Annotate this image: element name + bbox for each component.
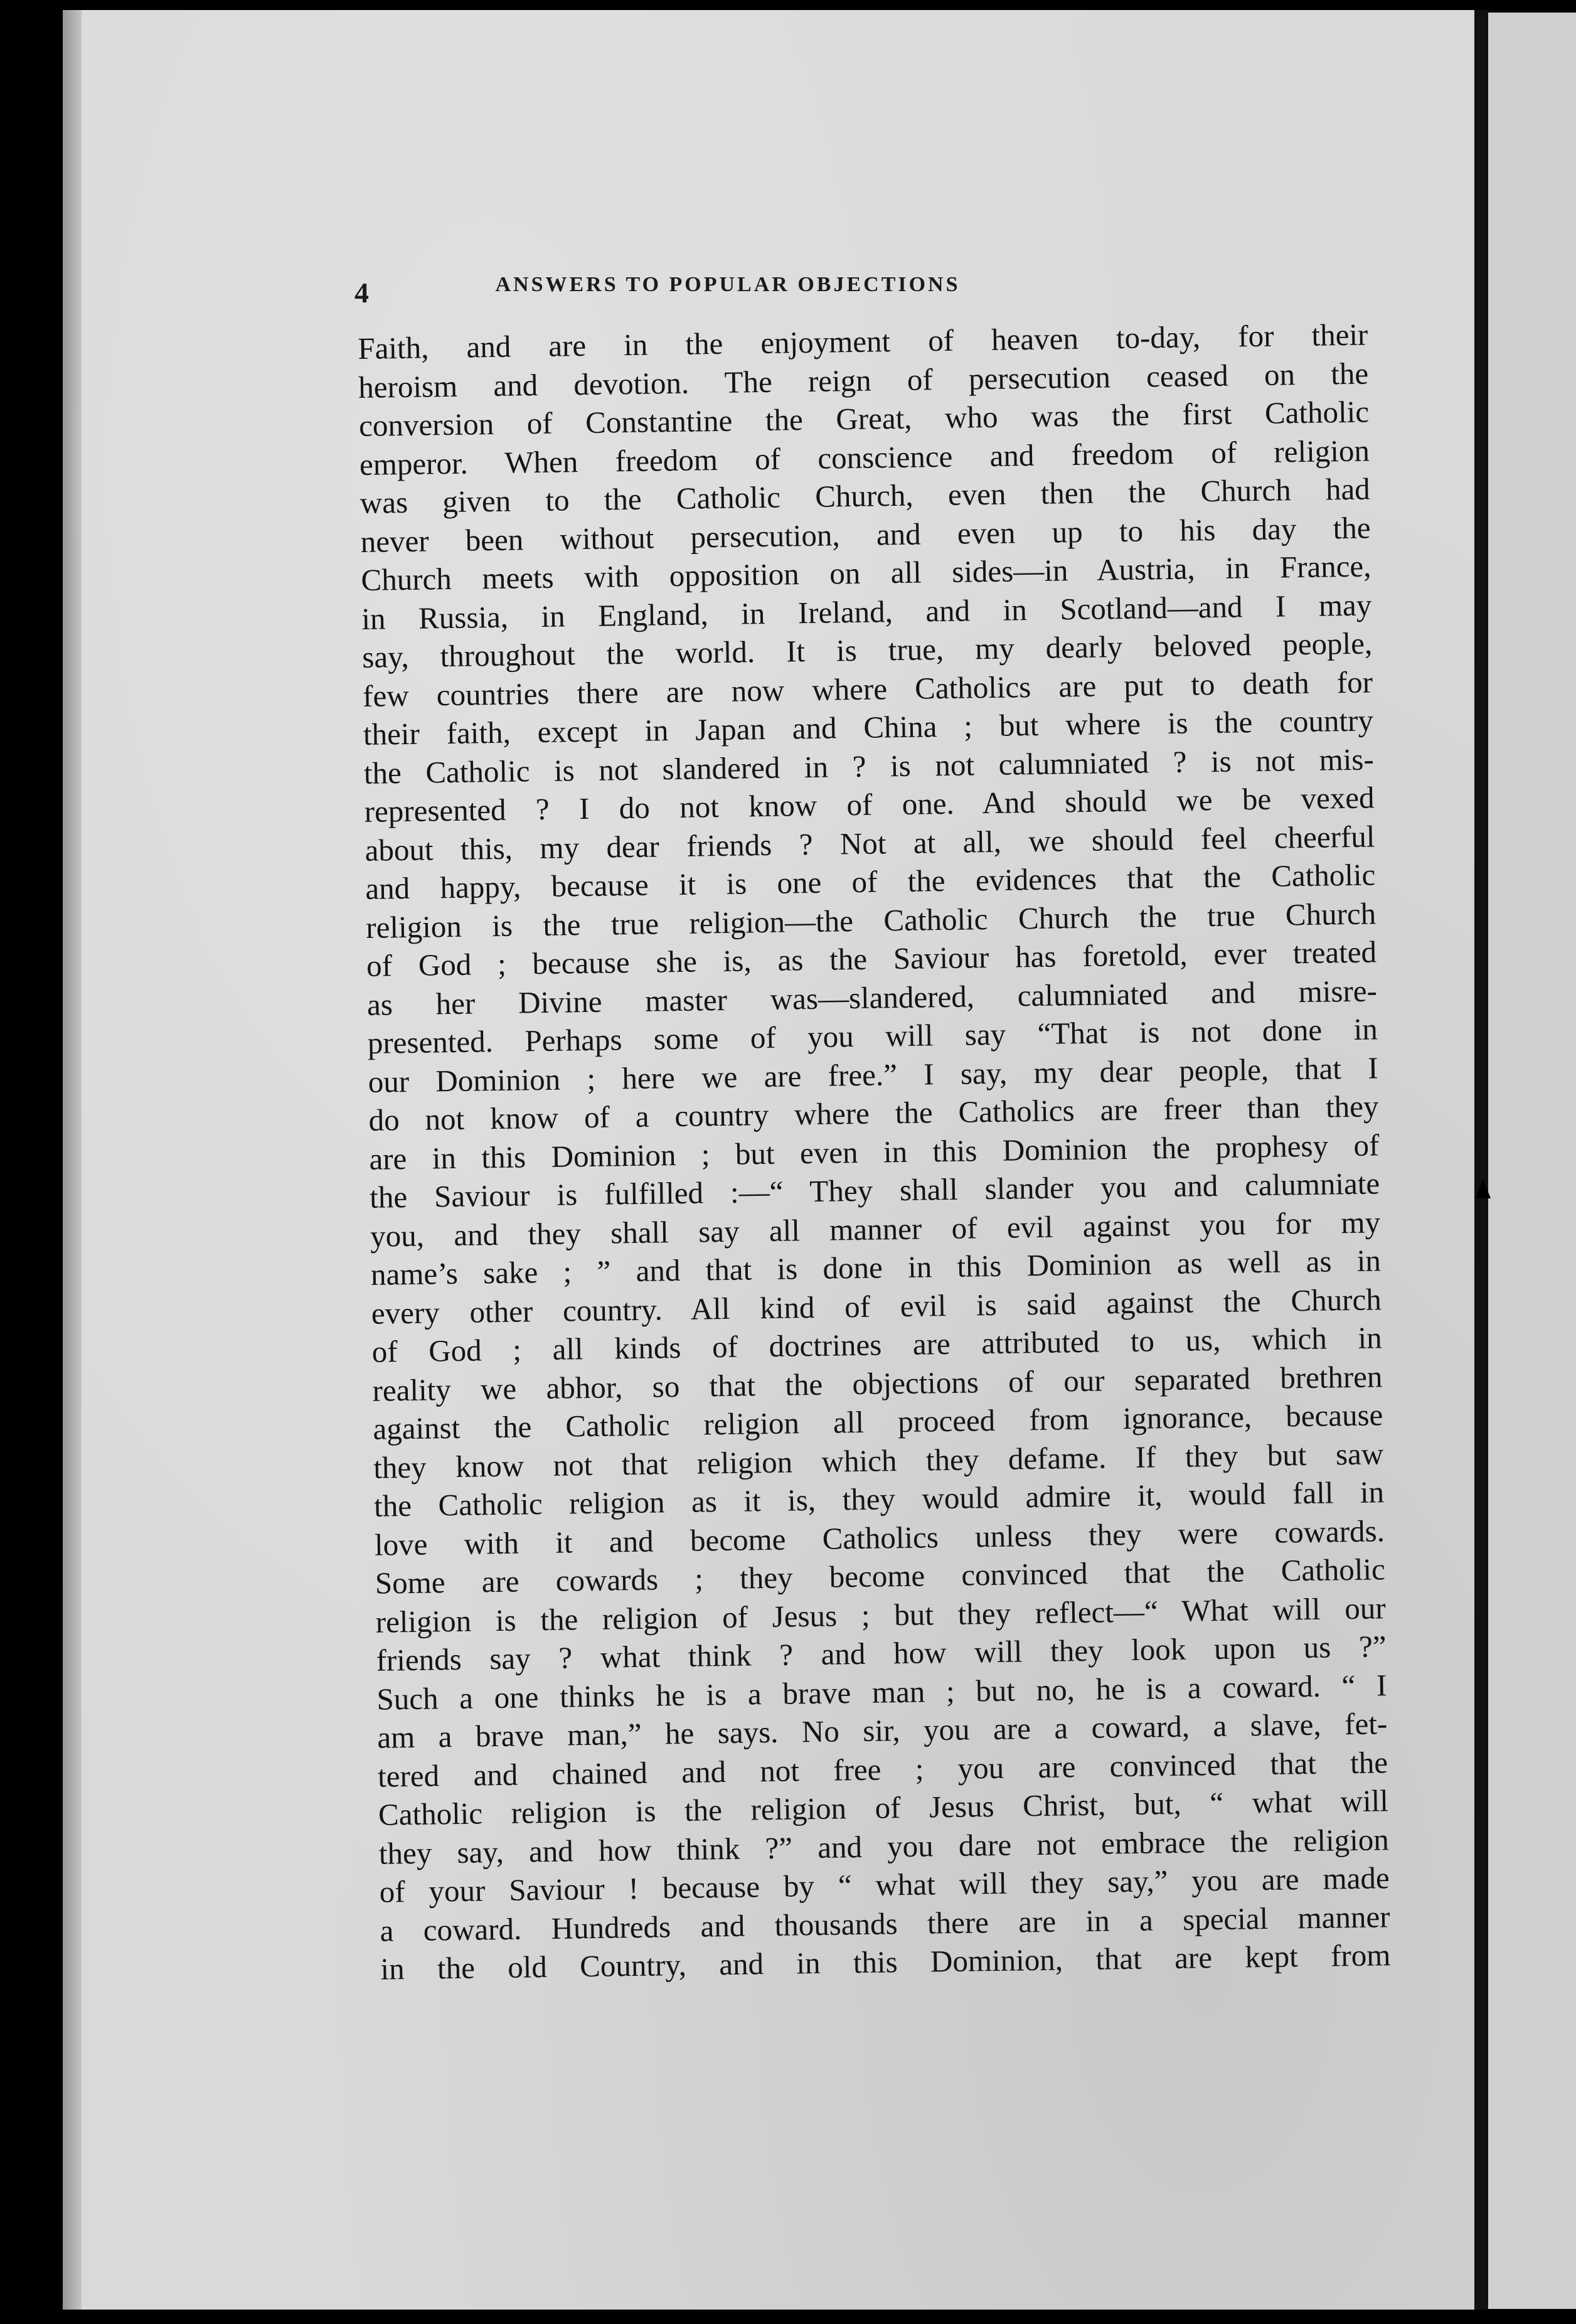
text-line: do not know of a country where the Catholics are freer than they: [368, 1089, 1379, 1138]
text-line: against the Catholic religion all proceed from ignorance, because: [373, 1397, 1383, 1446]
text-line: about this, my dear friends ? Not at all, we should feel cheerful: [365, 818, 1375, 868]
text-line: emperor. When freedom of conscience and freedom of religion: [359, 433, 1370, 482]
text-line: was given to the Catholic Church, even then the Church had: [359, 471, 1371, 520]
text-line: Faith, and are in the enjoyment of heaven to-day, for their: [358, 317, 1368, 366]
text-line: every other country. All kind of evil is said against the Church: [371, 1281, 1382, 1331]
text-line: Catholic religion is the religion of Jesus Christ, but, “ what will: [378, 1783, 1389, 1832]
text-line: the Saviour is fulfilled :—“ They shall slander you and calumniate: [369, 1166, 1380, 1215]
text-line: few countries there are now where Catholics are put to death for: [362, 664, 1373, 713]
text-line: Church meets with opposition on all sides—in Austria, in France,: [361, 548, 1371, 597]
text-line: of your Saviour ! because by “ what will they say,” you are made: [379, 1860, 1390, 1909]
text-line: they know not that religion which they defame. If they but saw: [373, 1436, 1384, 1485]
text-line: are in this Dominion ; but even in this Dominion the prophesy of: [369, 1127, 1380, 1176]
text-line: the Catholic religion as it is, they would admire it, would fall in: [373, 1474, 1385, 1523]
page-edge-mark: [1476, 1180, 1491, 1198]
text-line: and happy, because it is one of the evidences that the Catholic: [365, 857, 1376, 906]
page-number: 4: [354, 277, 369, 309]
page-gutter-shadow: [1474, 10, 1488, 2310]
running-title: ANSWERS TO POPULAR OBJECTIONS: [495, 273, 961, 296]
text-line: name’s sake ; ” and that is done in this Dominion as well as in: [370, 1243, 1382, 1292]
text-line: reality we abhor, so that the objections of our separated brethren: [372, 1358, 1383, 1408]
text-line: Some are cowards ; they become convinced that the Catholic: [375, 1552, 1386, 1601]
text-line: heroism and devotion. The reign of persecution ceased on the: [358, 356, 1369, 405]
text-line: of God ; because she is, as the Saviour has foretold, ever treated: [366, 934, 1377, 983]
text-line: they say, and how think ?” and you dare not embrace the religion: [378, 1821, 1390, 1871]
text-line: their faith, except in Japan and China ; but where is the country: [363, 703, 1374, 752]
text-line: of God ; all kinds of doctrines are attributed to us, which in: [371, 1320, 1382, 1369]
text-line: say, throughout the world. It is true, my dearly beloved people,: [361, 626, 1373, 674]
text-line: a coward. Hundreds and thousands there are in a special manner: [380, 1899, 1390, 1948]
text-line: presented. Perhaps some of you will say “That is not done in: [367, 1011, 1378, 1060]
text-line: tered and chained and not free ; you are convinced that the: [377, 1744, 1388, 1794]
text-line: in Russia, in England, in Ireland, and in Scotland—and I may: [361, 587, 1372, 636]
text-line: Such a one thinks he is a brave man ; but no, he is a coward. “ I: [376, 1667, 1387, 1717]
text-line: the Catholic is not slandered in ? is not calumniated ? is not mis-: [363, 741, 1375, 791]
text-line: love with it and become Catholics unless they were cowards.: [374, 1513, 1385, 1562]
text-line: friends say ? what think ? and how will they look upon us ?”: [376, 1629, 1387, 1678]
text-line: as her Divine master was—slandered, calumniated and misre-: [366, 973, 1378, 1022]
text-line: am a brave man,” he says. No sir, you are a coward, a slave, fet-: [376, 1706, 1388, 1755]
text-line: religion is the true religion—the Catholic Church the true Church: [365, 895, 1376, 945]
text-line: religion is the religion of Jesus ; but they reflect—“ What will our: [375, 1590, 1386, 1639]
body-text: [358, 316, 1391, 1989]
text-line: represented ? I do not know of one. And should we be vexed: [364, 780, 1375, 829]
text-line: in the old Country, and in this Dominion, that are kept from: [380, 1938, 1391, 1986]
text-line: you, and they shall say all manner of evil against you for my: [370, 1204, 1381, 1254]
text-line: never been without persecution, and even up to his day the: [360, 509, 1371, 559]
text-line: conversion of Constantine the Great, who was the first Catholic: [358, 394, 1370, 443]
facing-page-edge: [1488, 13, 1576, 2309]
text-line: our Dominion ; here we are free.” I say, my dear people, that I: [368, 1050, 1378, 1099]
page-binding-edge: [63, 10, 82, 2310]
